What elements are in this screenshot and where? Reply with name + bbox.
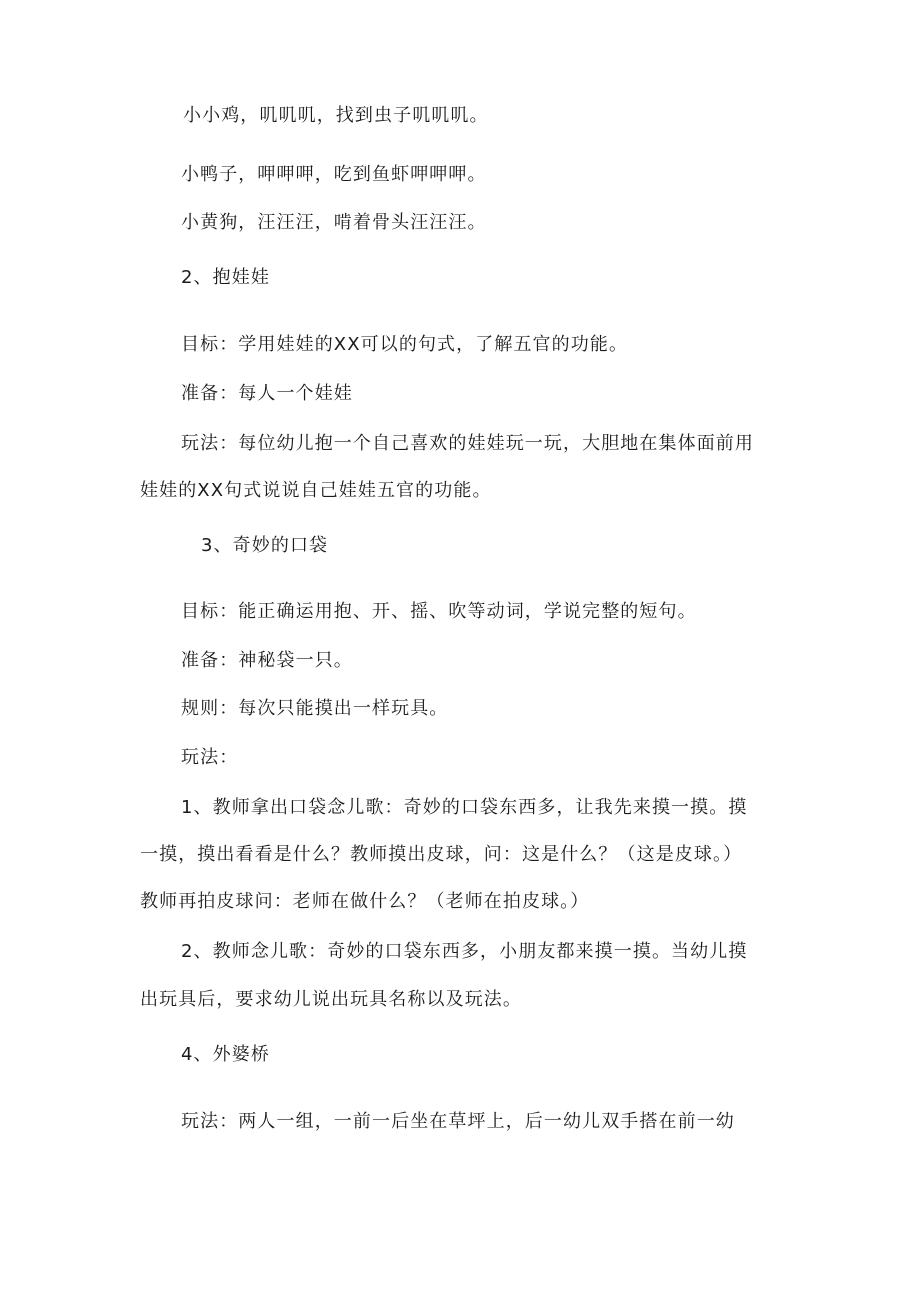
magic-pocket-step-1-line-1: 1、教师拿出口袋念儿歌：奇妙的口袋东西多，让我先来摸一摸。摸 (181, 797, 748, 818)
hug-doll-goal: 目标：学用娃娃的XX可以的句式，了解五官的功能。 (181, 334, 629, 355)
hug-doll-method-line-1: 玩法：每位幼儿抱一个自己喜欢的娃娃玩一玩，大胆地在集体面前用 (181, 433, 754, 454)
magic-pocket-step-2-line-2: 出玩具后，要求幼儿说出玩具名称以及玩法。 (140, 989, 522, 1010)
magic-pocket-method-label: 玩法： (181, 747, 239, 768)
section-heading-magic-pocket: 3、奇妙的口袋 (201, 535, 329, 556)
rhyme-line-chick: 小小鸡，叽叽叽，找到虫子叽叽叽。 (183, 105, 489, 126)
grandma-bridge-method: 玩法：两人一组，一前一后坐在草坪上，后一幼儿双手搭在前一幼 (181, 1111, 735, 1132)
section-heading-grandma-bridge: 4、外婆桥 (181, 1044, 270, 1065)
section-heading-hug-doll: 2、抱娃娃 (181, 267, 270, 288)
magic-pocket-step-1-line-2: 一摸，摸出看看是什么？教师摸出皮球，问：这是什么？（这是皮球。） (140, 844, 743, 865)
hug-doll-method-line-2: 娃娃的XX句式说说自己娃娃五官的功能。 (140, 480, 492, 501)
magic-pocket-rule: 规则：每次只能摸出一样玩具。 (181, 698, 449, 719)
rhyme-line-dog: 小黄狗，汪汪汪，啃着骨头汪汪汪。 (181, 212, 487, 233)
rhyme-line-duck: 小鸭子，呷呷呷，吃到鱼虾呷呷呷。 (181, 164, 487, 185)
magic-pocket-step-2-line-1: 2、教师念儿歌：奇妙的口袋东西多，小朋友都来摸一摸。当幼儿摸 (181, 941, 748, 962)
hug-doll-preparation: 准备：每人一个娃娃 (181, 383, 353, 404)
magic-pocket-step-1-line-3: 教师再拍皮球问：老师在做什么？（老师在拍皮球。） (140, 891, 590, 912)
magic-pocket-preparation: 准备：神秘袋一只。 (181, 650, 353, 671)
magic-pocket-goal: 目标：能正确运用抱、开、摇、吹等动词，学说完整的短句。 (181, 601, 697, 622)
